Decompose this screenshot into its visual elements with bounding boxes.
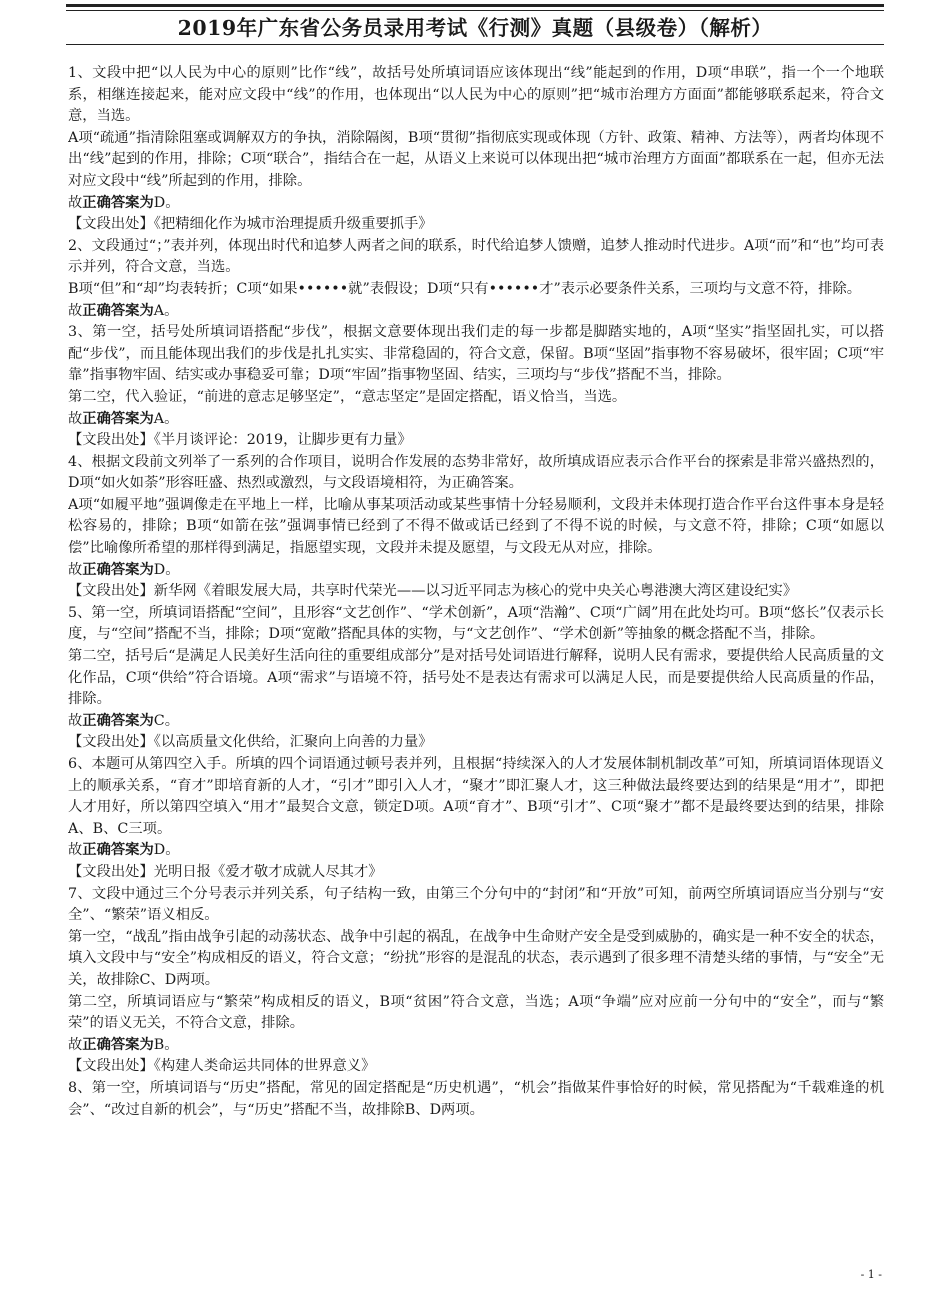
- paragraph: 第二空，括号后“是满足人民美好生活向往的重要组成部分”是对括号处词语进行解释，说明人民有需求，要提供给人民高质量的文化作品，C项“供给”符合语境。A项“需求”与语境不符，括号处不是表达有需求可以满足人民，而是要提供给人民高质量的作品，排除。: [68, 648, 884, 708]
- paragraph: 【文段出处】《半月谈评论：2019，让脚步更有力量》: [68, 432, 412, 449]
- paragraph: 【文段出处】《构建人类命运共同体的世界意义》: [68, 1058, 376, 1075]
- document-body: [68, 63, 884, 1253]
- answer-line: [68, 711, 884, 733]
- answer-choice: D。: [153, 561, 180, 578]
- paragraph: 【文段出处】光明日报《爱才敬才成就人尽其才》: [68, 863, 383, 880]
- answer-choice: A。: [153, 410, 179, 427]
- paragraph: 3、第一空，括号处所填词语搭配“步伐”，根据文意要体现出我们走的每一步都是脚踏实地的，A项“坚实”指坚固扎实，可以搭配“步伐”，而且能体现出我们的步伐是扎扎实实、非常稳固的，符合文意，保留。B项“坚固”指事物不容易破坏，很牢固；C项“牢靠”指事物牢固、结实或办事稳妥可靠；D项“牢固”指事物坚固、结实，三项均与“步伐”搭配不当，排除。: [68, 324, 884, 384]
- answer-label: 正确答案为: [82, 1036, 154, 1053]
- page-title: 2019年广东省公务员录用考试《行测》真题（县级卷）（解析）: [177, 16, 773, 40]
- paragraph: 7、文段中通过三个分号表示并列关系，句子结构一致，由第三个分句中的“封闭”和“开放”可知，前两空所填词语应当分别与“安全”、“繁荣”语义相反。: [68, 885, 884, 924]
- answer-line: [68, 409, 884, 431]
- answer-choice: D。: [153, 842, 180, 859]
- answer-label: 正确答案为: [82, 302, 154, 319]
- answer-line: [68, 193, 884, 215]
- paragraph: 5、第一空，所填词语搭配“空间”，且形容“文艺创作”、“学术创新”，A项“浩瀚”、C项“广阔”用在此处均可。B项“悠长”仅表示长度，与“空间”搭配不当，排除；D项“宽敞”搭配具体的实物，与“文艺创作”、“学术创新”等抽象的概念搭配不当，排除。: [68, 604, 884, 643]
- answer-prefix: 故: [68, 1036, 83, 1053]
- page-number: - 1 -: [860, 1268, 882, 1281]
- answer-label: 正确答案为: [82, 561, 154, 578]
- header-rule-thick: [66, 4, 884, 7]
- paragraph: 4、根据文段前文列举了一系列的合作项目，说明合作发展的态势非常好，故所填成语应表示合作平台的探索是非常兴盛热烈的，D项“如火如荼”形容旺盛、热烈或激烈，与文段语境相符，为正确答案。: [68, 453, 884, 492]
- answer-choice: C。: [153, 712, 180, 729]
- answer-line: [68, 560, 884, 582]
- answer-line: [68, 1035, 884, 1057]
- paragraph: 8、第一空，所填词语与“历史”搭配，常见的固定搭配是“历史机遇”，“机会”指做某件事恰好的时候，常见搭配为“千载难逢的机会”、“改过自新的机会”，与“历史”搭配不当，故排除B、D两项。: [68, 1079, 884, 1118]
- paragraph: 第一空，“战乱”指由战争引起的动荡状态、战争中引起的祸乱，在战争中生命财产安全是受到威胁的，确实是一种不安全的状态，填入文段中与“安全”构成相反的语义，符合文意；“纷扰”形容的是混乱的状态，表示遇到了很多理不清楚头绪的事情，与“安全”无关，故排除C、D两项。: [68, 928, 884, 988]
- answer-label: 正确答案为: [82, 410, 154, 427]
- paragraph: A项“疏通”指清除阻塞或调解双方的争执，消除隔阂，B项“贯彻”指彻底实现或体现（方针、政策、精神、方法等），两者均体现不出“线”起到的作用，排除；C项“联合”，指结合在一起，从语义上来说可以体现出把“城市治理方方面面”都联系在一起，但亦无法对应文段中“线”所起到的作用，排除。: [68, 129, 884, 189]
- answer-label: 正确答案为: [82, 842, 154, 859]
- answer-choice: A。: [153, 302, 179, 319]
- paragraph: 【文段出处】《以高质量文化供给，汇聚向上向善的力量》: [68, 734, 433, 751]
- answer-prefix: 故: [68, 561, 83, 578]
- answer-prefix: 故: [68, 842, 83, 859]
- title-rule: [66, 44, 884, 45]
- answer-prefix: 故: [68, 410, 83, 427]
- paragraph: 第二空，代入验证，“前进的意志足够坚定”，“意志坚定”是固定搭配，语义恰当，当选。: [68, 388, 627, 405]
- answer-prefix: 故: [68, 194, 83, 211]
- paragraph: 【文段出处】新华网《着眼发展大局，共享时代荣光——以习近平同志为核心的党中央关心粤港澳大湾区建设纪实》: [68, 583, 798, 600]
- paragraph: B项“但”和“却”均表转折；C项“如果••••••就”表假设；D项“只有••••••才”表示必要条件关系，三项均与文意不符，排除。: [68, 280, 862, 297]
- answer-choice: D。: [153, 194, 180, 211]
- answer-label: 正确答案为: [82, 194, 154, 211]
- answer-choice: B。: [153, 1036, 179, 1053]
- paragraph: 2、文段通过“；”表并列，体现出时代和追梦人两者之间的联系，时代给追梦人馈赠，追梦人推动时代进步。A项“而”和“也”均可表示并列，符合文意，当选。: [68, 237, 884, 276]
- answer-line: [68, 301, 884, 323]
- paragraph: A项“如履平地”强调像走在平地上一样，比喻从事某项活动或某些事情十分轻易顺利，文段并未体现打造合作平台这件事本身是轻松容易的，排除；B项“如箭在弦”强调事情已经到了不得不做或话已经到了不得不说的时候，与文意不符，排除；C项“如愿以偿”比喻像所希望的那样得到满足，指愿望实现，文段并未提及愿望，与文段无从对应，排除。: [68, 496, 884, 557]
- answer-prefix: 故: [68, 302, 83, 319]
- answer-label: 正确答案为: [82, 712, 154, 729]
- answer-prefix: 故: [68, 712, 83, 729]
- paragraph: 第二空，所填词语应与“繁荣”构成相反的语义，B项“贫困”符合文意，当选；A项“争端”应对应前一分句中的“安全”，而与“繁荣”的语义无关，不符合文意，排除。: [68, 993, 884, 1032]
- paragraph: 6、本题可从第四空入手。所填的四个词语通过顿号表并列，且根据“持续深入的人才发展体制机制改革”可知，所填词语体现语义上的顺承关系，“育才”即培育新的人才，“引才”即引入人才，“聚才”即汇聚人才，这三种做法最终要达到的结果是“用才”，即把人才用好，所以第四空填入“用才”最契合文意，锁定D项。A项“育才”、B项“引才”、C项“聚才”都不是最终要达到的结果，排除A、B、C三项。: [68, 756, 884, 837]
- paragraph: 【文段出处】《把精细化作为城市治理提质升级重要抓手》: [68, 216, 433, 233]
- paragraph: 1、文段中把“以人民为中心的原则”比作“线”，故括号处所填词语应该体现出“线”能起到的作用，D项“串联”，指一个一个地联系，相继连接起来，能对应文段中“线”的作用，也体现出“以人民为中心的原则”把“城市治理方方面面”都能够联系起来，符合文意，当选。: [68, 65, 884, 125]
- answer-line: [68, 840, 884, 862]
